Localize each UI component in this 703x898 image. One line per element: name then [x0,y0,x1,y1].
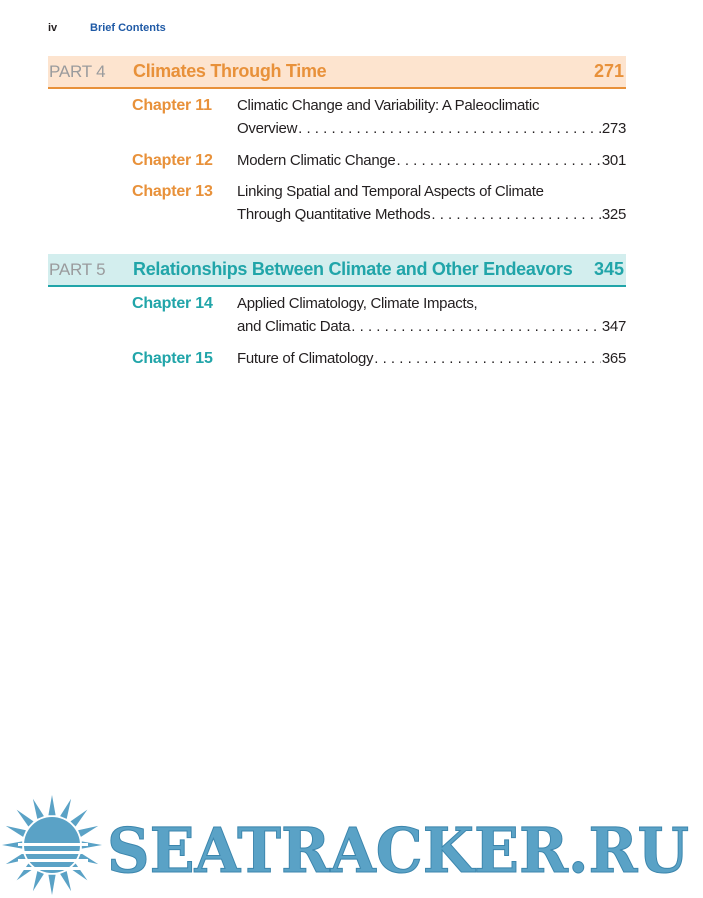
watermark-text: SEATRACKER.RU [107,814,689,887]
chapter-title-line: Modern Climatic Change [237,152,396,169]
dot-leader [431,203,600,226]
chapter-page: 325 [601,206,626,223]
part-page: 345 [593,259,624,279]
dot-leader [396,149,600,172]
part-page: 271 [593,61,624,81]
part-4-header [48,56,626,89]
sun-icon [2,795,102,895]
dot-leader [298,117,601,140]
chapter-label: Chapter 13 [132,183,213,200]
watermark-logo [0,795,703,898]
toc-entry-chapter-13[interactable] [132,180,626,226]
toc-entry-chapter-12[interactable] [132,149,626,172]
part-number: PART 4 [49,61,106,81]
part-title: Climates Through Time [133,61,327,81]
chapter-title-line: Climatic Change and Variability: A Paleoclimatic [237,97,540,114]
chapter-page: 365 [601,350,626,367]
chapter-page: 301 [601,152,626,169]
page-number: iv [48,22,58,34]
chapter-title-line: Overview [237,120,298,137]
chapter-title-line: Future of Climatology [237,350,374,367]
running-head-title: Brief Contents [90,22,166,34]
part-5-header [48,254,626,287]
toc-entry-chapter-14[interactable] [132,292,626,338]
chapter-label: Chapter 11 [132,97,212,114]
toc-entry-chapter-15[interactable] [132,347,626,370]
toc-entry-chapter-11[interactable] [132,94,626,140]
dot-leader [374,347,601,370]
chapter-label: Chapter 12 [132,152,213,169]
chapter-label: Chapter 14 [132,295,213,312]
dot-leader [351,315,601,338]
chapter-title-line: Through Quantitative Methods [237,206,431,223]
running-head [48,22,166,34]
chapter-page: 273 [601,120,626,137]
chapter-label: Chapter 15 [132,350,213,367]
chapter-title-line: Linking Spatial and Temporal Aspects of Climate [237,183,544,200]
part-number: PART 5 [49,259,106,279]
chapter-title-line: and Climatic Data [237,318,351,335]
chapter-title-line: Applied Climatology, Climate Impacts, [237,295,478,312]
part-title: Relationships Between Climate and Other Endeavors [133,259,573,279]
chapter-page: 347 [601,318,626,335]
